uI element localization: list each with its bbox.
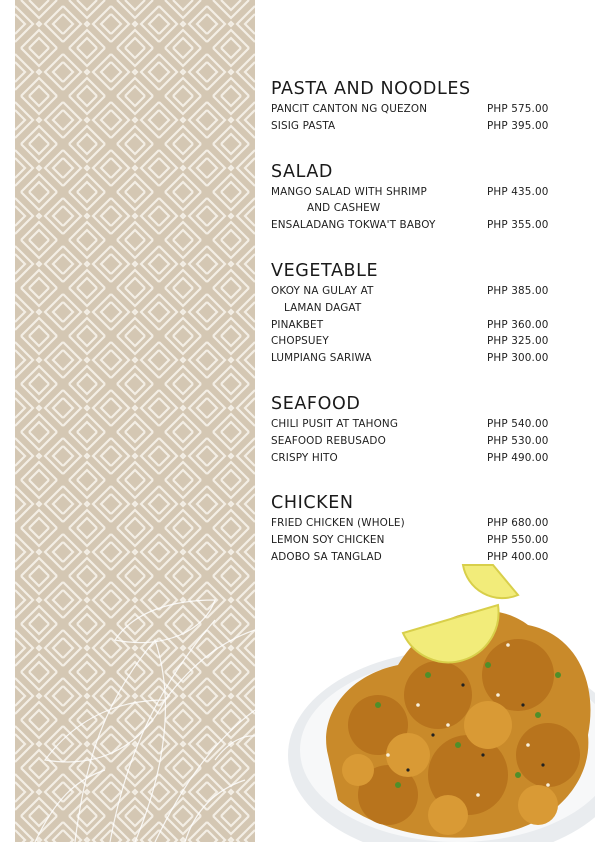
fried-chicken-photo [288, 555, 595, 842]
section-title: PASTA AND NOODLES [271, 79, 471, 99]
menu-item-name-block [271, 283, 487, 317]
menu-item-name: PANCIT CANTON NG QUEZON [271, 103, 428, 115]
geometric-pattern [15, 0, 255, 842]
menu-item-name: OKOY NA GULAY AT [271, 284, 374, 297]
menu-item-price: PHP 550.00 [487, 534, 549, 547]
menu-item-name-block [271, 350, 487, 367]
geometric-pattern-panel [15, 0, 255, 842]
menu-section [271, 78, 571, 135]
menu-item-name-block [271, 217, 487, 234]
menu-item-name-block [271, 317, 487, 334]
menu-section [271, 393, 571, 466]
menu-item-price: PHP 530.00 [487, 434, 549, 447]
menu-item-name-block [271, 118, 487, 135]
menu-item [271, 515, 571, 532]
section-title: SALAD [271, 161, 334, 182]
section-title: CHICKEN [271, 493, 354, 514]
menu-item-name-block [271, 515, 487, 532]
menu-item [271, 416, 571, 433]
menu-item-name-continued: LAMAN DAGAT [284, 301, 362, 314]
menu-item-name-block [271, 101, 487, 118]
menu-item-price: PHP 575.00 [487, 103, 549, 115]
menu-item-price: PHP 355.00 [487, 219, 549, 232]
menu-item [271, 532, 571, 549]
menu-item-name: ENSALADANG TOKWA'T BABOY [271, 219, 436, 232]
menu-item-name: LUMPIANG SARIWA [271, 352, 372, 365]
menu-item-price: PHP 490.00 [487, 451, 549, 464]
menu-item-price: PHP 680.00 [487, 517, 549, 530]
menu-item-name-block [271, 532, 487, 549]
menu-item-name: SEAFOOD REBUSADO [271, 434, 386, 447]
menu-item-name: MANGO SALAD WITH SHRIMP [271, 185, 427, 198]
menu-item [271, 433, 571, 450]
menu-item-name: CHOPSUEY [271, 335, 329, 348]
menu-item-name: LEMON SOY CHICKEN [271, 534, 385, 547]
menu-item [271, 283, 571, 317]
menu-item [271, 184, 571, 218]
menu-item-name-block [271, 416, 487, 433]
menu-item-name-block [271, 333, 487, 350]
menu-item [271, 333, 571, 350]
menu-section [271, 161, 571, 234]
menu-item [271, 350, 571, 367]
menu-item-price: PHP 385.00 [487, 284, 549, 297]
menu-item [271, 217, 571, 234]
menu-item-price: PHP 395.00 [487, 119, 549, 132]
menu-list [271, 78, 571, 592]
menu-item-price: PHP 300.00 [487, 352, 549, 365]
menu-item-name-block [271, 184, 487, 218]
menu-item-name-continued: AND CASHEW [307, 202, 381, 215]
menu-item-name-block [271, 433, 487, 450]
menu-item-name: ADOBO SA TANGLAD [271, 550, 382, 563]
menu-item-price: PHP 435.00 [487, 185, 549, 198]
menu-item-price: PHP 325.00 [487, 335, 549, 348]
menu-item-name: CHILI PUSIT AT TAHONG [271, 417, 399, 430]
menu-item-name: FRIED CHICKEN (WHOLE) [271, 517, 405, 530]
section-title: SEAFOOD [271, 393, 361, 414]
menu-item-price: PHP 400.00 [487, 550, 549, 563]
menu-item-name: PINAKBET [271, 318, 324, 331]
menu-item-price: PHP 360.00 [487, 318, 549, 331]
menu-item-name: SISIG PASTA [271, 119, 336, 132]
menu-section [271, 260, 571, 367]
menu-item [271, 118, 571, 135]
menu-item [271, 317, 571, 334]
menu-item-name-block [271, 450, 487, 467]
menu-item-name: CRISPY HITO [271, 451, 338, 464]
menu-item [271, 101, 571, 118]
menu-item [271, 450, 571, 467]
menu-item-price: PHP 540.00 [487, 417, 549, 430]
section-title: VEGETABLE [271, 260, 379, 281]
